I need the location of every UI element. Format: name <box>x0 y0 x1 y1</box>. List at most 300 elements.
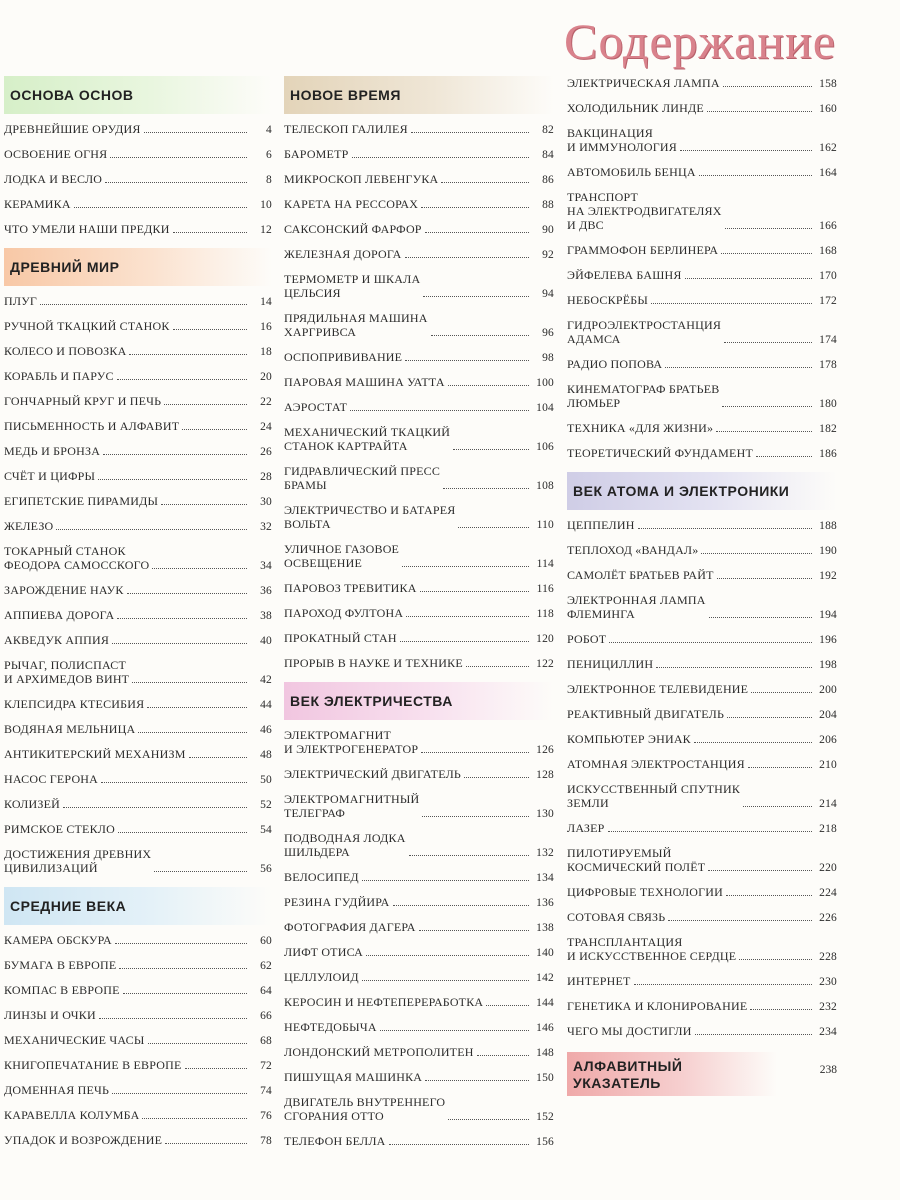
toc-section <box>567 472 837 1038</box>
dot-leader <box>405 360 529 361</box>
toc-entry-page: 92 <box>542 249 554 261</box>
toc-entry-title: ТРАНСПОРТ НА ЭЛЕКТРОДВИГАТЕЛЯХ И ДВС <box>567 190 722 232</box>
dot-leader <box>366 955 529 956</box>
toc-entry-list <box>567 518 837 1038</box>
toc-entry[interactable] <box>284 503 554 531</box>
toc-entry[interactable] <box>284 995 554 1009</box>
toc-entry-page: 166 <box>819 220 837 232</box>
toc-entry[interactable] <box>4 147 272 161</box>
toc-entry-page: 232 <box>819 1001 837 1013</box>
toc-entry-title: ПАРОВОЗ ТРЕВИТИКА <box>284 581 417 595</box>
toc-entry[interactable] <box>567 126 837 154</box>
toc-entry-page: 188 <box>819 520 837 532</box>
toc-entry[interactable] <box>4 444 272 458</box>
toc-entry[interactable] <box>4 697 272 711</box>
toc-entry[interactable] <box>567 593 837 621</box>
toc-entry-title: ЗАРОЖДЕНИЕ НАУК <box>4 583 124 597</box>
toc-entry[interactable] <box>567 935 837 963</box>
toc-entry[interactable] <box>4 294 272 308</box>
dot-leader <box>350 410 529 411</box>
toc-entry-title: МИКРОСКОП ЛЕВЕНГУКА <box>284 172 439 186</box>
dot-leader <box>638 528 812 529</box>
toc-entry-title: КОРАБЛЬ И ПАРУС <box>4 369 114 383</box>
toc-entry[interactable] <box>4 772 272 786</box>
toc-entry-title: ВОДЯНАЯ МЕЛЬНИЦА <box>4 722 136 736</box>
toc-entry-title: АКВЕДУК АППИЯ <box>4 633 110 647</box>
toc-entry-title: АЭРОСТАТ <box>284 400 348 414</box>
toc-entry-title: АНТИКИТЕРСКИЙ МЕХАНИЗМ <box>4 747 186 761</box>
toc-entry-title: РИМСКОЕ СТЕКЛО <box>4 822 115 836</box>
toc-entry-title: ЭЛЕКТРОМАГНИТ И ЭЛЕКТРОГЕНЕРАТОР <box>284 728 419 756</box>
toc-entry-title: ПАРОХОД ФУЛТОНА <box>284 606 404 620</box>
toc-entry[interactable] <box>284 1020 554 1034</box>
dot-leader <box>362 880 529 881</box>
toc-entry-title: ВЕЛОСИПЕД <box>284 870 359 884</box>
toc-entry-page: 106 <box>536 441 554 453</box>
toc-entry-title: ПЕНИЦИЛЛИН <box>567 657 654 671</box>
toc-entry-title: ЦИФРОВЫЕ ТЕХНОЛОГИИ <box>567 885 724 899</box>
toc-entry-title: ЦЕЛЛУЛОИД <box>284 970 359 984</box>
toc-entry-page: 48 <box>260 749 272 761</box>
toc-entry-title: АППИЕВА ДОРОГА <box>4 608 115 622</box>
toc-entry-title: САКСОНСКИЙ ФАРФОР <box>284 222 422 236</box>
toc-entry[interactable] <box>567 446 837 460</box>
toc-entry-title: ВАКЦИНАЦИЯ И ИММУНОЛОГИЯ <box>567 126 677 154</box>
toc-entry-page: 194 <box>819 609 837 621</box>
toc-entry[interactable] <box>4 658 272 686</box>
dot-leader <box>634 984 812 985</box>
toc-entry-title: ЖЕЛЕЗНАЯ ДОРОГА <box>284 247 402 261</box>
toc-entry-page: 178 <box>819 359 837 371</box>
toc-entry-title: КЕРАМИКА <box>4 197 71 211</box>
toc-entry-page: 162 <box>819 142 837 154</box>
toc-entry-page: 60 <box>260 935 272 947</box>
toc-entry[interactable] <box>4 394 272 408</box>
toc-entry-page: 46 <box>260 724 272 736</box>
dot-leader <box>405 257 529 258</box>
dot-leader <box>105 182 247 183</box>
toc-entry[interactable] <box>567 999 837 1013</box>
toc-entry-title: ЧТО УМЕЛИ НАШИ ПРЕДКИ <box>4 222 170 236</box>
dot-leader <box>695 1034 812 1035</box>
toc-entry-page: 174 <box>819 334 837 346</box>
toc-entry-page: 140 <box>536 947 554 959</box>
dot-leader <box>138 732 247 733</box>
toc-entry[interactable] <box>284 147 554 161</box>
toc-entry[interactable] <box>284 542 554 570</box>
toc-entry[interactable] <box>284 831 554 859</box>
toc-section <box>284 76 554 670</box>
toc-entry[interactable] <box>284 606 554 620</box>
dot-leader <box>707 111 812 112</box>
toc-entry-page: 116 <box>536 583 554 595</box>
toc-entry[interactable] <box>4 494 272 508</box>
dot-leader <box>173 232 247 233</box>
toc-entry-page: 32 <box>260 521 272 533</box>
dot-leader <box>117 379 247 380</box>
toc-entry-page: 52 <box>260 799 272 811</box>
toc-entry-title: НАСОС ГЕРОНА <box>4 772 99 786</box>
dot-leader <box>726 895 812 896</box>
toc-entry[interactable] <box>4 544 272 572</box>
toc-entry-title: ТОКАРНЫЙ СТАНОК ФЕОДОРА САМОССКОГО <box>4 544 150 572</box>
dot-leader <box>425 1080 529 1081</box>
section-header: НОВОЕ ВРЕМЯ <box>284 76 554 114</box>
toc-entry-title: ПОДВОДНАЯ ЛОДКА ШИЛЬДЕРА <box>284 831 406 859</box>
dot-leader <box>651 303 812 304</box>
toc-entry-page: 110 <box>536 519 554 531</box>
toc-entry[interactable] <box>567 632 837 646</box>
toc-column-2 <box>284 76 554 1160</box>
dot-leader <box>56 529 247 530</box>
dot-leader <box>665 367 812 368</box>
toc-entry[interactable] <box>4 519 272 533</box>
toc-entry[interactable] <box>284 1095 554 1123</box>
toc-entry[interactable] <box>4 847 272 875</box>
dot-leader <box>99 1018 247 1019</box>
toc-entry[interactable] <box>284 895 554 909</box>
toc-entry[interactable] <box>4 1108 272 1122</box>
toc-entry-page: 152 <box>536 1111 554 1123</box>
toc-entry[interactable] <box>4 344 272 358</box>
toc-entry[interactable] <box>284 767 554 781</box>
toc-entry-title: РЕАКТИВНЫЙ ДВИГАТЕЛЬ <box>567 707 725 721</box>
toc-entry-page: 36 <box>260 585 272 597</box>
toc-entry[interactable] <box>567 568 837 582</box>
toc-entry-title: УПАДОК И ВОЗРОЖДЕНИЕ <box>4 1133 163 1147</box>
dot-leader <box>756 456 812 457</box>
toc-entry[interactable] <box>284 464 554 492</box>
toc-entry[interactable] <box>4 1133 272 1147</box>
toc-entry-page: 82 <box>542 124 554 136</box>
toc-entry-title: ЛОНДОНСКИЙ МЕТРОПОЛИТЕН <box>284 1045 474 1059</box>
toc-entry[interactable] <box>567 846 837 874</box>
toc-entry-page: 108 <box>536 480 554 492</box>
toc-entry[interactable] <box>567 76 837 90</box>
toc-entry-page: 146 <box>536 1022 554 1034</box>
toc-entry[interactable] <box>4 722 272 736</box>
toc-entry-page: 192 <box>819 570 837 582</box>
toc-entry-title: ФОТОГРАФИЯ ДАГЕРА <box>284 920 416 934</box>
dot-leader <box>458 527 529 528</box>
dot-leader <box>420 591 529 592</box>
dot-leader <box>608 831 812 832</box>
toc-entry[interactable] <box>4 1008 272 1022</box>
toc-entry[interactable] <box>567 190 837 232</box>
dot-leader <box>464 777 529 778</box>
toc-entry[interactable] <box>567 382 837 410</box>
toc-entry-title: КАРАВЕЛЛА КОЛУМБА <box>4 1108 140 1122</box>
toc-entry[interactable] <box>284 197 554 211</box>
dot-leader <box>154 871 247 872</box>
toc-entry-title: СОТОВАЯ СВЯЗЬ <box>567 910 666 924</box>
toc-entry-title: АТОМНАЯ ЭЛЕКТРОСТАНЦИЯ <box>567 757 745 771</box>
toc-entry[interactable] <box>567 421 837 435</box>
toc-entry-page: 228 <box>819 951 837 963</box>
toc-entry-page: 126 <box>536 744 554 756</box>
toc-entry-title: ПРЯДИЛЬНАЯ МАШИНА ХАРГРИВСА <box>284 311 428 339</box>
toc-entry[interactable] <box>284 122 554 136</box>
toc-entry-list <box>4 933 272 1147</box>
toc-entry[interactable] <box>567 243 837 257</box>
toc-entry-title: КОЛЕСО И ПОВОЗКА <box>4 344 127 358</box>
toc-entry[interactable] <box>4 369 272 383</box>
toc-entry-page: 40 <box>260 635 272 647</box>
toc-entry[interactable] <box>567 518 837 532</box>
dot-leader <box>148 1043 247 1044</box>
toc-entry-page: 72 <box>260 1060 272 1072</box>
dot-leader <box>164 404 247 405</box>
dot-leader <box>739 959 812 960</box>
toc-entry-page: 64 <box>260 985 272 997</box>
dot-leader <box>147 707 247 708</box>
toc-entry-page: 68 <box>260 1035 272 1047</box>
toc-entry-page: 206 <box>819 734 837 746</box>
toc-entry[interactable] <box>567 657 837 671</box>
dot-leader <box>380 1030 529 1031</box>
toc-entry[interactable] <box>284 400 554 414</box>
toc-entry[interactable] <box>567 885 837 899</box>
toc-entry[interactable] <box>4 797 272 811</box>
toc-entry[interactable] <box>284 970 554 984</box>
toc-entry[interactable] <box>284 350 554 364</box>
toc-entry[interactable] <box>284 272 554 300</box>
dot-leader <box>101 782 247 783</box>
dot-leader <box>453 449 529 450</box>
dot-leader <box>425 232 529 233</box>
toc-entry-title: РЫЧАГ, ПОЛИСПАСТ И АРХИМЕДОВ ВИНТ <box>4 658 130 686</box>
toc-entry[interactable] <box>567 1024 837 1038</box>
toc-entry[interactable] <box>4 469 272 483</box>
dot-leader <box>723 86 812 87</box>
toc-entry[interactable] <box>284 1045 554 1059</box>
toc-entry[interactable] <box>4 822 272 836</box>
dot-leader <box>751 692 812 693</box>
dot-leader <box>716 431 812 432</box>
toc-entry[interactable] <box>4 197 272 211</box>
toc-entry-page: 90 <box>542 224 554 236</box>
toc-entry-title: СЧЁТ И ЦИФРЫ <box>4 469 96 483</box>
toc-entry-page: 210 <box>819 759 837 771</box>
toc-entry-list <box>567 76 837 460</box>
toc-entry[interactable] <box>567 101 837 115</box>
toc-entry-page: 158 <box>819 78 837 90</box>
toc-entry-page: 172 <box>819 295 837 307</box>
toc-column-3 <box>567 76 837 1096</box>
dot-leader <box>727 717 812 718</box>
dot-leader <box>441 182 529 183</box>
toc-entry[interactable] <box>567 357 837 371</box>
dot-leader <box>448 385 529 386</box>
dot-leader <box>685 278 812 279</box>
toc-entry[interactable] <box>567 974 837 988</box>
dot-leader <box>486 1005 529 1006</box>
toc-entry[interactable] <box>284 1070 554 1084</box>
toc-entry-page: 134 <box>536 872 554 884</box>
toc-entry-title: РЕЗИНА ГУДЙИРА <box>284 895 390 909</box>
toc-entry-title: ТЕХНИКА «ДЛЯ ЖИЗНИ» <box>567 421 714 435</box>
toc-entry[interactable] <box>284 581 554 595</box>
toc-entry[interactable] <box>4 122 272 136</box>
toc-entry[interactable] <box>4 1058 272 1072</box>
toc-entry[interactable] <box>284 920 554 934</box>
toc-entry-title: ПИСЬМЕННОСТЬ И АЛФАВИТ <box>4 419 180 433</box>
toc-entry[interactable] <box>284 656 554 670</box>
toc-entry[interactable] <box>284 870 554 884</box>
toc-entry-title: РАДИО ПОПОВА <box>567 357 663 371</box>
toc-entry-title: ГРАММОФОН БЕРЛИНЕРА <box>567 243 719 257</box>
toc-entry[interactable] <box>567 732 837 746</box>
dot-leader <box>352 157 530 158</box>
index-entry[interactable] <box>567 1052 837 1096</box>
toc-entry-title: ИНТЕРНЕТ <box>567 974 631 988</box>
toc-entry[interactable] <box>284 728 554 756</box>
toc-entry-title: ЭЛЕКТРИЧЕСТВО И БАТАРЕЯ ВОЛЬТА <box>284 503 456 531</box>
toc-entry-page: 38 <box>260 610 272 622</box>
toc-entry[interactable] <box>284 631 554 645</box>
toc-entry-title: ДОСТИЖЕНИЯ ДРЕВНИХ ЦИВИЛИЗАЦИЙ <box>4 847 152 875</box>
toc-entry[interactable] <box>284 425 554 453</box>
toc-entry-title: ОСВОЕНИЕ ОГНЯ <box>4 147 108 161</box>
toc-entry[interactable] <box>4 983 272 997</box>
toc-entry[interactable] <box>567 318 837 346</box>
toc-entry[interactable] <box>567 543 837 557</box>
toc-entry-page: 12 <box>260 224 272 236</box>
toc-entry-page: 182 <box>819 423 837 435</box>
dot-leader <box>466 666 529 667</box>
toc-entry-title: ДОМЕННАЯ ПЕЧЬ <box>4 1083 110 1097</box>
toc-entry[interactable] <box>4 172 272 186</box>
toc-entry[interactable] <box>284 172 554 186</box>
toc-entry[interactable] <box>4 633 272 647</box>
dot-leader <box>656 667 812 668</box>
toc-entry-page: 16 <box>260 321 272 333</box>
dot-leader <box>112 1093 247 1094</box>
toc-entry-page: 84 <box>542 149 554 161</box>
toc-entry-page: 168 <box>819 245 837 257</box>
toc-entry[interactable] <box>4 1033 272 1047</box>
dot-leader <box>743 806 812 807</box>
toc-entry-page: 28 <box>260 471 272 483</box>
toc-entry-page: 30 <box>260 496 272 508</box>
toc-entry-page: 18 <box>260 346 272 358</box>
toc-entry-page: 164 <box>819 167 837 179</box>
dot-leader <box>609 642 812 643</box>
toc-entry[interactable] <box>567 707 837 721</box>
toc-entry-list <box>284 728 554 1148</box>
toc-section <box>4 248 272 875</box>
toc-entry-page: 114 <box>536 558 554 570</box>
dot-leader <box>132 682 247 683</box>
toc-entry[interactable] <box>4 958 272 972</box>
toc-entry-page: 66 <box>260 1010 272 1022</box>
toc-entry[interactable] <box>567 165 837 179</box>
toc-entry[interactable] <box>284 247 554 261</box>
toc-entry-title: ТЕОРЕТИЧЕСКИЙ ФУНДАМЕНТ <box>567 446 753 460</box>
toc-entry-title: ТЕПЛОХОД «ВАНДАЛ» <box>567 543 699 557</box>
toc-entry[interactable] <box>4 608 272 622</box>
toc-entry-title: КИНЕМАТОГРАФ БРАТЬЕВ ЛЮМЬЕР <box>567 382 720 410</box>
toc-entry[interactable] <box>4 583 272 597</box>
toc-entry[interactable] <box>567 757 837 771</box>
dot-leader <box>185 1068 247 1069</box>
toc-section <box>4 887 272 1147</box>
dot-leader <box>118 832 247 833</box>
toc-entry-page: 42 <box>260 674 272 686</box>
toc-entry-title: ХОЛОДИЛЬНИК ЛИНДЕ <box>567 101 704 115</box>
toc-entry-title: МЕХАНИЧЕСКИЕ ЧАСЫ <box>4 1033 145 1047</box>
toc-entry-title: ЛИФТ ОТИСА <box>284 945 364 959</box>
page-title: Содержание <box>564 13 836 69</box>
toc-entry[interactable] <box>284 1134 554 1148</box>
toc-entry[interactable] <box>4 933 272 947</box>
toc-entry[interactable] <box>284 792 554 820</box>
toc-section <box>284 682 554 1148</box>
toc-entry[interactable] <box>4 747 272 761</box>
toc-entry-page: 62 <box>260 960 272 972</box>
toc-entry[interactable] <box>4 222 272 236</box>
toc-entry[interactable] <box>284 222 554 236</box>
toc-entry-page: 120 <box>536 633 554 645</box>
toc-entry[interactable] <box>284 945 554 959</box>
dot-leader <box>115 943 247 944</box>
dot-leader <box>750 1009 812 1010</box>
toc-entry[interactable] <box>567 268 837 282</box>
toc-entry[interactable] <box>567 682 837 696</box>
toc-entry[interactable] <box>284 375 554 389</box>
dot-leader <box>402 566 529 567</box>
toc-entry[interactable] <box>567 821 837 835</box>
dot-leader <box>110 157 247 158</box>
toc-entry-page: 34 <box>260 560 272 572</box>
toc-entry-page: 10 <box>260 199 272 211</box>
dot-leader <box>421 752 529 753</box>
dot-leader <box>142 1118 247 1119</box>
toc-entry-title: ПРОКАТНЫЙ СТАН <box>284 631 397 645</box>
toc-entry-title: МЕХАНИЧЕСКИЙ ТКАЦКИЙ СТАНОК КАРТРАЙТА <box>284 425 451 453</box>
toc-entry-title: ЭЛЕКТРИЧЕСКАЯ ЛАМПА <box>567 76 720 90</box>
toc-entry-title: НЕФТЕДОБЫЧА <box>284 1020 377 1034</box>
dot-leader <box>724 342 812 343</box>
toc-entry-title: ДРЕВНЕЙШИЕ ОРУДИЯ <box>4 122 141 136</box>
toc-entry-title: ДВИГАТЕЛЬ ВНУТРЕННЕГО СГОРАНИЯ ОТТО <box>284 1095 446 1123</box>
dot-leader <box>680 150 812 151</box>
index-page: 238 <box>819 1064 837 1076</box>
toc-entry[interactable] <box>4 419 272 433</box>
toc-entry-title: БУМАГА В ЕВРОПЕ <box>4 958 117 972</box>
toc-entry-page: 144 <box>536 997 554 1009</box>
toc-entry-page: 224 <box>819 887 837 899</box>
toc-entry-title: ТЕЛЕСКОП ГАЛИЛЕЯ <box>284 122 408 136</box>
toc-entry-title: ЭЛЕКТРОННОЕ ТЕЛЕВИДЕНИЕ <box>567 682 749 696</box>
toc-entry[interactable] <box>567 293 837 307</box>
toc-entry[interactable] <box>284 311 554 339</box>
toc-entry-title: ЧЕГО МЫ ДОСТИГЛИ <box>567 1024 692 1038</box>
toc-entry-page: 86 <box>542 174 554 186</box>
toc-entry[interactable] <box>4 1083 272 1097</box>
dot-leader <box>699 175 812 176</box>
section-header: ВЕК ЭЛЕКТРИЧЕСТВА <box>284 682 554 720</box>
toc-entry-title: НЕБОСКРЁБЫ <box>567 293 648 307</box>
dot-leader <box>701 553 812 554</box>
toc-entry-title: ЖЕЛЕЗО <box>4 519 54 533</box>
toc-entry[interactable] <box>567 782 837 810</box>
toc-entry-page: 76 <box>260 1110 272 1122</box>
toc-entry[interactable] <box>567 910 837 924</box>
index-header: АЛФАВИТНЫЙ УКАЗАТЕЛЬ <box>567 1052 777 1096</box>
dot-leader <box>393 905 529 906</box>
toc-entry[interactable] <box>4 319 272 333</box>
